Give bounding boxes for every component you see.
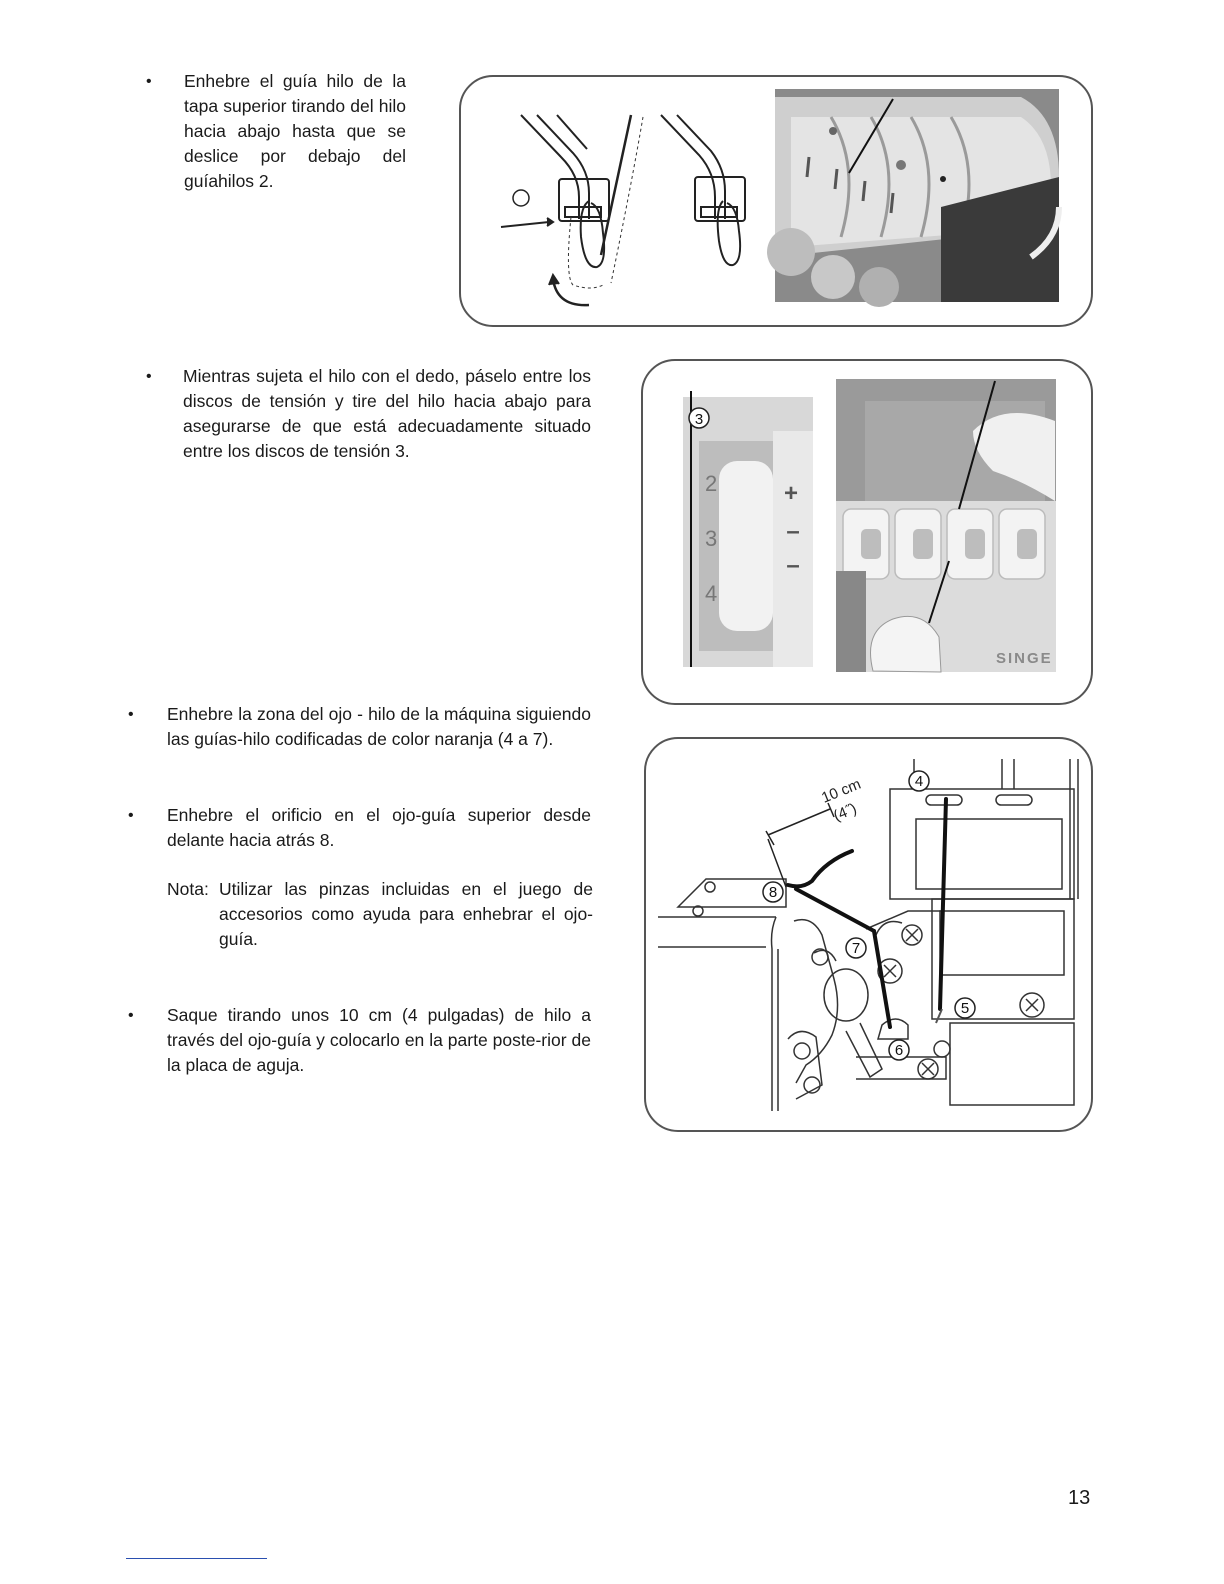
dial-plus: +	[783, 480, 799, 507]
note-text: Utilizar las pinzas incluidas en el juego de accesorios como ayuda para enhebrar el ojo-guía.	[219, 879, 593, 949]
callout-5: 5	[960, 1000, 970, 1017]
step-text: Mientras sujeta el hilo con el dedo, páselo entre los discos de tensión y tire del hilo hacia abajo para asegurarse de que está adecuadamente situado entre los discos de tensión 3.	[183, 366, 591, 461]
brand-singer: SINGE	[996, 650, 1053, 667]
callout-6: 6	[894, 1042, 904, 1059]
step-pull-thread	[128, 1003, 593, 1081]
thread-guide-illustration	[461, 77, 1091, 325]
step-upper-eye-guide	[128, 803, 593, 855]
callout-3: 3	[694, 411, 704, 428]
measure-in: (4˝)	[831, 800, 860, 825]
step-tension-discs	[146, 364, 594, 468]
step-eye-area	[128, 702, 593, 780]
callout-8: 8	[768, 884, 778, 901]
note	[167, 877, 593, 955]
dial-number-2: 2	[705, 471, 718, 496]
tension-discs-illustration	[643, 361, 1091, 703]
step-text: Enhebre el guía hilo de la tapa superior tirando del hilo hacia abajo hasta que se deslice por debajo del guíahilos 2.	[184, 71, 406, 191]
callout-7: 7	[851, 940, 861, 957]
bullet-dot: •	[146, 368, 152, 385]
dial-minus-1: –	[786, 518, 800, 545]
dial-minus-2: –	[786, 552, 800, 579]
figure-eye-guides	[644, 737, 1093, 1132]
bullet-dot: •	[128, 1007, 134, 1024]
dial-number-4: 4	[705, 581, 718, 606]
bullet-dot: •	[128, 807, 134, 824]
figure-tension-discs	[641, 359, 1093, 705]
dial-number-3: 3	[705, 526, 718, 551]
step-text: Saque tirando unos 10 cm (4 pulgadas) de hilo a través del ojo-guía y colocarlo en la parte poste-rior de la placa de aguja.	[167, 1005, 591, 1075]
bullet-dot: •	[128, 706, 134, 723]
photo-tension-dial	[683, 391, 813, 667]
note-label: Nota:	[167, 879, 209, 899]
step-text: Enhebre la zona del ojo - hilo de la máquina siguiendo las guías-hilo codificadas de color naranja (4 a 7).	[167, 704, 591, 749]
step-text: Enhebre el orificio en el ojo-guía superior desde delante hacia atrás 8.	[167, 805, 591, 850]
eye-guides-illustration	[646, 739, 1091, 1130]
callout-4: 4	[914, 773, 924, 790]
page-number: 13	[1068, 1487, 1091, 1509]
footer-rule	[126, 1558, 267, 1559]
photo-top-cover	[767, 89, 1059, 307]
photo-hands-threading	[836, 379, 1056, 672]
step-top-cover-guide	[146, 69, 408, 199]
callout-empty-circle	[513, 190, 529, 206]
measure-cm: 10 cm	[819, 775, 864, 807]
figure-thread-guide	[459, 75, 1093, 327]
bullet-dot: •	[146, 73, 152, 90]
